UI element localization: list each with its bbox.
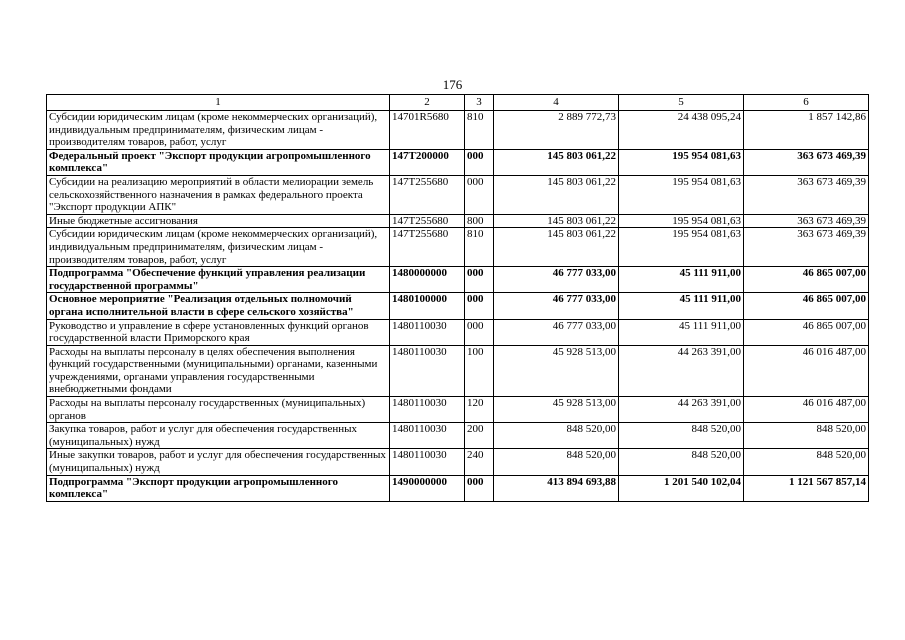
header-row [47, 95, 869, 111]
row-value-col5: 195 954 081,63 [619, 228, 744, 267]
table-row [47, 423, 869, 449]
row-value-col6: 1 121 567 857,14 [744, 475, 869, 501]
row-name-cell: Федеральный проект "Экспорт продукции агропромышленного комплекса" [47, 149, 390, 175]
row-value-col5: 24 438 095,24 [619, 111, 744, 150]
row-value-col5: 44 263 391,00 [619, 397, 744, 423]
row-value-col6: 46 016 487,00 [744, 345, 869, 396]
col-header-1: 1 [47, 95, 390, 111]
row-type-cell: 000 [465, 149, 494, 175]
row-code-cell: 1480110030 [390, 345, 465, 396]
row-type-cell: 810 [465, 111, 494, 150]
row-value-col4: 145 803 061,22 [494, 214, 619, 228]
row-value-col4: 145 803 061,22 [494, 149, 619, 175]
row-code-cell: 147Т255680 [390, 228, 465, 267]
row-name-cell: Субсидии юридическим лицам (кроме некоммерческих организаций), индивидуальным предпринимателям, физическим лицам - производителям товаров, работ, услуг [47, 228, 390, 267]
row-code-cell: 1480100000 [390, 293, 465, 319]
row-value-col6: 46 016 487,00 [744, 397, 869, 423]
table-row [47, 175, 869, 214]
row-code-cell: 147Т255680 [390, 175, 465, 214]
col-header-4: 4 [494, 95, 619, 111]
row-code-cell: 147Т200000 [390, 149, 465, 175]
row-value-col4: 848 520,00 [494, 449, 619, 475]
row-code-cell: 1480110030 [390, 449, 465, 475]
col-header-2: 2 [390, 95, 465, 111]
row-code-cell: 1480000000 [390, 267, 465, 293]
row-value-col5: 45 111 911,00 [619, 293, 744, 319]
row-value-col6: 46 865 007,00 [744, 267, 869, 293]
row-code-cell: 1480110030 [390, 319, 465, 345]
row-code-cell: 147Т255680 [390, 214, 465, 228]
table-row [47, 319, 869, 345]
row-type-cell: 000 [465, 267, 494, 293]
row-name-cell: Расходы на выплаты персоналу в целях обеспечения выполнения функций государственными (муниципальными) органами, казенными учреждениями, органами управления государственными внебюджетными фондами [47, 345, 390, 396]
row-name-cell: Основное мероприятие "Реализация отдельных полномочий органа исполнительной власти в сфере сельского хозяйства" [47, 293, 390, 319]
table-row [47, 293, 869, 319]
row-name-cell: Подпрограмма "Обеспечение функций управления реализации государственной программы" [47, 267, 390, 293]
row-value-col6: 46 865 007,00 [744, 319, 869, 345]
row-name-cell: Субсидии на реализацию мероприятий в области мелиорации земель сельскохозяйственного назначения в рамках федерального проекта "Экспорт продукции АПК" [47, 175, 390, 214]
row-value-col4: 46 777 033,00 [494, 293, 619, 319]
table-row [47, 475, 869, 501]
table-row [47, 228, 869, 267]
row-value-col6: 363 673 469,39 [744, 228, 869, 267]
table-row [47, 214, 869, 228]
row-type-cell: 120 [465, 397, 494, 423]
row-type-cell: 000 [465, 293, 494, 319]
row-value-col6: 1 857 142,86 [744, 111, 869, 150]
row-value-col5: 848 520,00 [619, 423, 744, 449]
row-value-col5: 195 954 081,63 [619, 214, 744, 228]
page-number: 176 [442, 77, 463, 92]
row-type-cell: 810 [465, 228, 494, 267]
row-name-cell: Иные бюджетные ассигнования [47, 214, 390, 228]
row-value-col6: 363 673 469,39 [744, 214, 869, 228]
row-value-col5: 848 520,00 [619, 449, 744, 475]
table-row [47, 149, 869, 175]
row-value-col4: 848 520,00 [494, 423, 619, 449]
table-row [47, 267, 869, 293]
row-value-col4: 46 777 033,00 [494, 319, 619, 345]
row-type-cell: 000 [465, 175, 494, 214]
row-value-col4: 45 928 513,00 [494, 397, 619, 423]
table-row [47, 397, 869, 423]
row-value-col6: 363 673 469,39 [744, 149, 869, 175]
row-value-col5: 44 263 391,00 [619, 345, 744, 396]
col-header-6: 6 [744, 95, 869, 111]
row-code-cell: 1490000000 [390, 475, 465, 501]
row-type-cell: 200 [465, 423, 494, 449]
row-name-cell: Расходы на выплаты персоналу государственных (муниципальных) органов [47, 397, 390, 423]
row-type-cell: 240 [465, 449, 494, 475]
row-value-col4: 145 803 061,22 [494, 175, 619, 214]
row-code-cell: 1480110030 [390, 397, 465, 423]
table-row [47, 345, 869, 396]
row-value-col6: 848 520,00 [744, 449, 869, 475]
row-type-cell: 100 [465, 345, 494, 396]
row-value-col5: 45 111 911,00 [619, 319, 744, 345]
row-value-col5: 45 111 911,00 [619, 267, 744, 293]
table-row [47, 449, 869, 475]
budget-table [46, 94, 869, 502]
row-value-col6: 363 673 469,39 [744, 175, 869, 214]
row-value-col4: 2 889 772,73 [494, 111, 619, 150]
col-header-5: 5 [619, 95, 744, 111]
row-type-cell: 000 [465, 319, 494, 345]
row-value-col4: 413 894 693,88 [494, 475, 619, 501]
row-code-cell: 14701R5680 [390, 111, 465, 150]
row-type-cell: 800 [465, 214, 494, 228]
row-name-cell: Закупка товаров, работ и услуг для обеспечения государственных (муниципальных) нужд [47, 423, 390, 449]
table-row [47, 111, 869, 150]
row-value-col5: 195 954 081,63 [619, 175, 744, 214]
row-value-col5: 195 954 081,63 [619, 149, 744, 175]
row-value-col4: 46 777 033,00 [494, 267, 619, 293]
row-value-col4: 145 803 061,22 [494, 228, 619, 267]
row-value-col5: 1 201 540 102,04 [619, 475, 744, 501]
row-value-col6: 46 865 007,00 [744, 293, 869, 319]
row-type-cell: 000 [465, 475, 494, 501]
row-name-cell: Иные закупки товаров, работ и услуг для обеспечения государственных (муниципальных) нужд [47, 449, 390, 475]
row-code-cell: 1480110030 [390, 423, 465, 449]
row-value-col4: 45 928 513,00 [494, 345, 619, 396]
row-name-cell: Субсидии юридическим лицам (кроме некоммерческих организаций), индивидуальным предпринимателям, физическим лицам - производителям товаров, работ, услуг [47, 111, 390, 150]
row-value-col6: 848 520,00 [744, 423, 869, 449]
row-name-cell: Руководство и управление в сфере установленных функций органов государственной власти Приморского края [47, 319, 390, 345]
row-name-cell: Подпрограмма "Экспорт продукции агропромышленного комплекса" [47, 475, 390, 501]
col-header-3: 3 [465, 95, 494, 111]
table-body [47, 111, 869, 502]
